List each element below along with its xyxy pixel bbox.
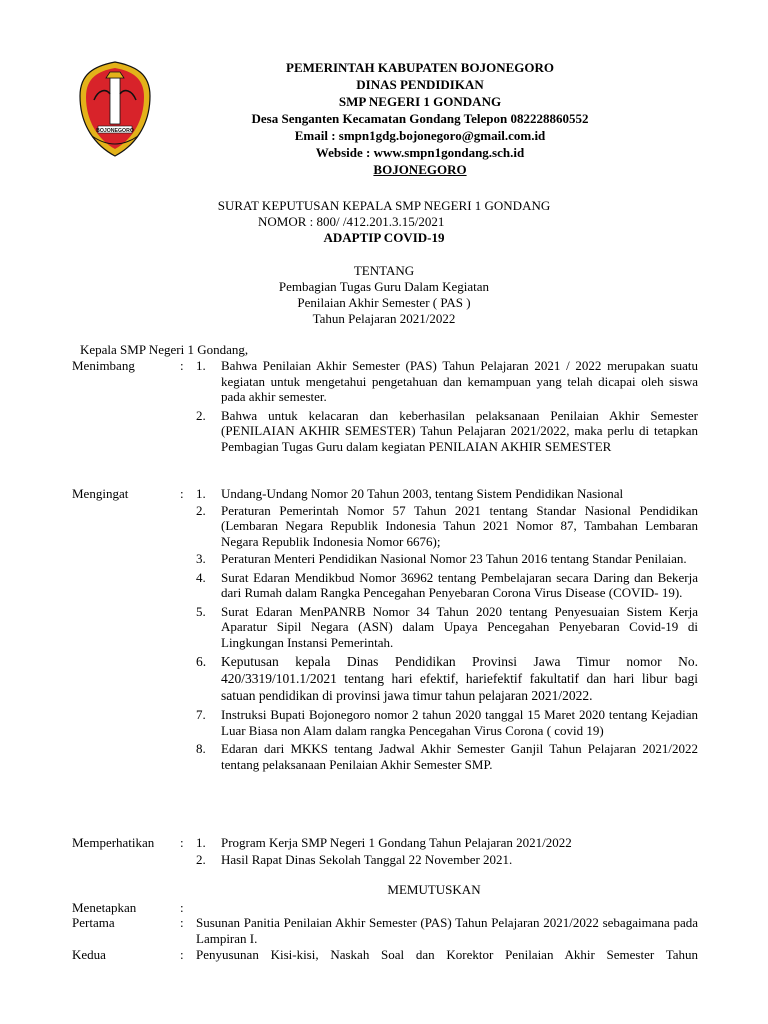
item-number: 4.: [196, 569, 206, 585]
mengingat-label: Mengingat: [72, 486, 129, 501]
opening-line: Kepala SMP Negeri 1 Gondang,: [80, 342, 249, 357]
item-text: Surat Edaran MenPANRB Nomor 34 Tahun 2020 tentang Penyesuaian Sistem Kerja Aparatur Sipil Negara (ASN) dalam Upaya Pencegahan Penyebaran Covid-19 di Lingkungan Instansi Pemerintah.: [221, 603, 698, 650]
item-text: Bahwa untuk kelacaran dan keberhasilan pelaksanaan Penilaian Akhir Semester (PENILAIAN AKHIR SEMESTER) Tahun Pelajaran 2021/2022, maka perlu di tetapkan Pembagian Tugas Guru dalam kegiatan PENILAIAN AKHIR SEMESTER: [221, 407, 698, 454]
menimbang-label: Menimbang: [72, 358, 135, 373]
letterhead: [220, 60, 620, 179]
menetapkan-colon: :: [180, 900, 184, 915]
item-number: 2.: [196, 502, 206, 518]
item-number: 2.: [196, 851, 206, 867]
kop-government: PEMERINTAH KABUPATEN BOJONEGORO: [286, 60, 554, 75]
kop-city: BOJONEGORO: [373, 162, 467, 177]
pertama-text: Susunan Panitia Penilaian Akhir Semester (PAS) Tahun Pelajaran 2021/2022 sebagaimana pada Lampiran I.: [196, 915, 698, 946]
list-item: [196, 503, 698, 550]
kop-address: Desa Senganten Kecamatan Gondang Telepon 082228860552: [251, 111, 589, 126]
menimbang-colon: :: [180, 358, 184, 373]
memperhatikan-list: [196, 835, 698, 867]
item-number: 5.: [196, 603, 206, 619]
kedua-text: Penyusunan Kisi-kisi, Naskah Soal dan Korektor Penilaian Akhir Semester Tahun: [196, 947, 698, 962]
item-number: 1.: [196, 835, 206, 850]
list-item: [196, 408, 698, 455]
item-number: 1.: [196, 486, 206, 501]
list-item: [196, 653, 698, 704]
list-item: [196, 707, 698, 738]
title-line: SURAT KEPUTUSAN KEPALA SMP NEGERI 1 GONDANG: [217, 198, 551, 213]
kop-school: SMP NEGERI 1 GONDANG: [338, 94, 502, 109]
item-number: 7.: [196, 707, 206, 722]
memperhatikan-colon: :: [180, 835, 184, 850]
item-text: Edaran dari MKKS tentang Jadwal Akhir Semester Ganjil Tahun Pelajaran 2021/2022 tentang pelaksanaan Penilaian Akhir Semester SMP.: [221, 741, 698, 772]
kedua-label: Kedua: [72, 947, 106, 962]
item-text: Peraturan Menteri Pendidikan Nasional Nomor 23 Tahun 2016 tentang Standar Penilaian.: [221, 551, 687, 566]
list-item: [196, 551, 698, 567]
item-text: Hasil Rapat Dinas Sekolah Tanggal 22 November 2021.: [221, 851, 513, 867]
mengingat-list: [196, 486, 698, 772]
item-text: Program Kerja SMP Negeri 1 Gondang Tahun Pelajaran 2021/2022: [221, 835, 572, 850]
memutuskan-heading: MEMUTUSKAN: [387, 882, 481, 897]
item-text: Peraturan Pemerintah Nomor 57 Tahun 2021 tentang Standar Nasional Pendidikan (Lembaran Negara Republik Indonesia Tahun 2021 Nomor 87, Tambahan Lembaran Negara Republik Indonesia Nomor 6676);: [221, 502, 698, 549]
list-item: [196, 358, 698, 405]
kop-email: Email : smpn1gdg.bojonegoro@gmail.com.id: [294, 128, 546, 143]
svg-text:BOJONEGORO: BOJONEGORO: [96, 127, 134, 134]
decree-title: [150, 198, 618, 246]
item-text: Keputusan kepala Dinas Pendidikan Provinsi Jawa Timur nomor No. 420/3319/101.1/2021 tentang hari efektif, hariefektif fakultatif dan hari libur bagi satuan pendidikan di provinsi jawa timur tahun pelajaran 2021/2022.: [221, 654, 698, 703]
list-item: [196, 741, 698, 772]
item-text: Undang-Undang Nomor 20 Tahun 2003, tentang Sistem Pendidikan Nasional: [221, 486, 624, 501]
menetapkan-label: Menetapkan: [72, 900, 137, 915]
item-text: Bahwa Penilaian Akhir Semester (PAS) Tahun Pelajaran 2021 / 2022 merupakan suatu kegiatan untuk mengetahui pengetahuan dan kemampuan yang telah dicapai oleh siswa pada akhir semester.: [221, 358, 698, 404]
item-number: 1.: [196, 358, 206, 373]
item-number: 2.: [196, 407, 206, 423]
kop-department: DINAS PENDIDIKAN: [356, 77, 484, 92]
kop-website: Webside : www.smpn1gondang.sch.id: [315, 145, 525, 160]
item-number: 6.: [196, 654, 207, 669]
list-item: [196, 604, 698, 651]
item-number: 8.: [196, 741, 206, 756]
list-item: [196, 835, 698, 851]
tentang-line-3: Tahun Pelajaran 2021/2022: [312, 311, 456, 326]
menimbang-list: [196, 358, 698, 454]
item-text: Instruksi Bupati Bojonegoro nomor 2 tahun 2020 tanggal 15 Maret 2020 tentang Kejadian Luar Biasa non Alam dalam rangka Pencegahan Virus Corona ( covid 19): [221, 707, 698, 738]
pertama-colon: :: [180, 915, 184, 930]
tentang-section: [150, 263, 618, 327]
decree-subtitle: ADAPTIP COVID-19: [323, 230, 445, 245]
list-item: [196, 486, 698, 502]
list-item: [196, 570, 698, 601]
tentang-heading: TENTANG: [353, 263, 415, 278]
item-text: Surat Edaran Mendikbud Nomor 36962 tentang Pembelajaran secara Daring dan Bekerja dari Rumah dalam Rangka Pencegahan Penyebaran Corona Virus Disease (COVID- 19).: [221, 569, 698, 600]
kedua-colon: :: [180, 947, 184, 962]
decree-number: NOMOR : 800/ /412.201.3.15/2021: [258, 214, 445, 229]
tentang-line-1: Pembagian Tugas Guru Dalam Kegiatan: [278, 279, 490, 294]
bojonegoro-emblem-icon: [76, 60, 154, 158]
tentang-line-2: Penilaian Akhir Semester ( PAS ): [297, 295, 471, 310]
pertama-label: Pertama: [72, 915, 115, 930]
item-number: 3.: [196, 551, 206, 566]
list-item: [196, 852, 698, 868]
mengingat-colon: :: [180, 486, 184, 501]
memperhatikan-label: Memperhatikan: [72, 835, 155, 850]
